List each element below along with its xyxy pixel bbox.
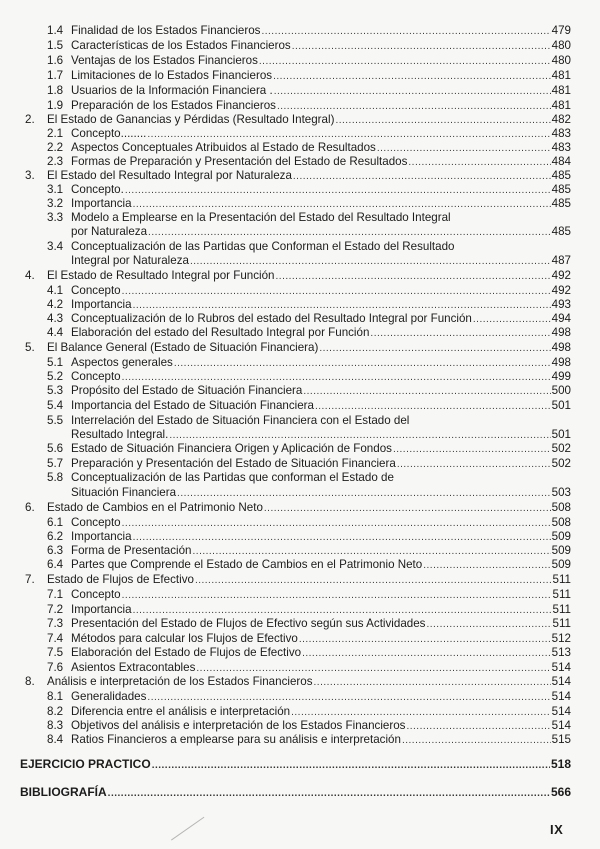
toc-entry (47, 442, 571, 456)
dot-leader (147, 128, 550, 141)
dot-leader (292, 40, 551, 53)
entry-number: 5.1 (47, 356, 64, 369)
toc-entry (47, 370, 571, 384)
entry-number: 2.2 (47, 141, 64, 154)
entry-title: Concepto (71, 284, 121, 297)
chapter-number: 8. (25, 675, 35, 688)
toc-entry (47, 530, 571, 544)
entry-page: 498 (551, 326, 571, 339)
entry-number: 6.3 (47, 544, 64, 557)
entry-title: por Naturaleza (71, 225, 148, 238)
toc-entry (47, 661, 571, 675)
dot-leader (125, 184, 551, 197)
toc-entry (47, 471, 571, 484)
toc-entry (47, 603, 571, 617)
entry-page: 514 (551, 661, 571, 674)
entry-page: 514 (551, 705, 571, 718)
entry-title: Generalidades (71, 690, 147, 703)
entry-number: 5.2 (47, 370, 64, 383)
chapter-number: 6. (25, 501, 35, 514)
dot-leader (177, 487, 551, 500)
toc-entry-continuation (47, 254, 571, 268)
entry-title: Estado de Situación Financiera Origen y Aplicación de Fondos (71, 442, 392, 455)
toc-entry (47, 99, 571, 113)
entry-title: Concepto (71, 588, 121, 601)
entry-title: Concepto (71, 370, 121, 383)
entry-page: 501 (551, 399, 571, 412)
dot-leader (423, 559, 550, 572)
toc-entry (47, 24, 571, 38)
toc-entry (47, 588, 571, 602)
entry-title: Modelo a Emplearse en la Presentación del Estado del Resultado Integral (71, 211, 451, 224)
dot-leader (193, 545, 551, 558)
entry-number: 1.8 (47, 84, 64, 97)
entry-title: Aspectos generales (71, 356, 173, 369)
entry-number: 4.2 (47, 298, 64, 311)
toc-entry (47, 705, 571, 719)
dot-leader (377, 142, 551, 155)
toc-entry (47, 414, 571, 427)
toc-section-exercise (20, 758, 571, 772)
toc-entry (47, 211, 571, 224)
dot-leader (370, 327, 550, 340)
toc-chapter (25, 341, 571, 355)
entry-number: 8.3 (47, 719, 64, 732)
entry-number: 3.1 (47, 183, 64, 196)
entry-title: Preparación de los Estados Financieros (71, 99, 276, 112)
toc-entry (47, 632, 571, 646)
entry-page: 485 (551, 197, 571, 210)
entry-number: 7.1 (47, 588, 64, 601)
entry-title: Concepto........ (71, 127, 147, 140)
entry-page: 502 (551, 442, 571, 455)
entry-page: 481 (551, 99, 571, 112)
entry-page: 513 (551, 646, 571, 659)
dot-leader (393, 443, 551, 456)
entry-page: 483 (551, 127, 571, 140)
entry-title: Preparación y Presentación del Estado de Situación Financiera (71, 457, 396, 470)
dot-leader (190, 255, 551, 268)
dot-leader (133, 198, 551, 211)
toc-entry (47, 312, 571, 326)
entry-number: 5.5 (47, 414, 64, 427)
entry-title: Usuarios de la Información Financiera . (71, 84, 273, 97)
chapter-title: Análisis e interpretación de los Estados Financieros (47, 675, 313, 688)
dot-leader (335, 114, 550, 127)
toc-entry-continuation (47, 486, 571, 500)
dot-leader (274, 85, 551, 98)
dot-leader (302, 647, 551, 660)
toc-section-bibliography (20, 786, 571, 800)
entry-title: Propósito del Estado de Situación Financiera (71, 384, 303, 397)
toc-entry (47, 719, 571, 733)
entry-page: 482 (551, 113, 571, 126)
entry-title: Resultado Integral. (71, 428, 169, 441)
entry-title: Situación Financiera (71, 486, 177, 499)
toc-chapter (25, 113, 571, 127)
entry-page: 514 (551, 675, 571, 688)
entry-number: 7.6 (47, 661, 64, 674)
entry-title: Importancia del Estado de Situación Financiera (71, 399, 314, 412)
dot-leader (426, 618, 551, 631)
toc-entry (47, 399, 571, 413)
chapter-title: El Estado de Ganancias y Pérdidas (Resultado Integral) (47, 113, 335, 126)
entry-title: Diferencia entre el análisis e interpretación (71, 705, 291, 718)
dot-leader (299, 633, 551, 646)
entry-title: Conceptualización de las Partidas que conforman el Estado de (71, 471, 394, 484)
toc-entry (47, 84, 571, 98)
toc-entry (47, 155, 571, 169)
chapter-number: 3. (25, 169, 35, 182)
toc-entry-continuation (47, 428, 571, 442)
dot-leader (169, 429, 550, 442)
toc-entry (47, 326, 571, 340)
toc-entry (47, 617, 571, 631)
entry-number: 1.5 (47, 39, 64, 52)
toc-entry (47, 197, 571, 211)
dot-leader (195, 574, 552, 587)
entry-page: 494 (551, 312, 571, 325)
entry-title: Métodos para calcular los Flujos de Efectivo (71, 632, 298, 645)
entry-number: 6.4 (47, 558, 64, 571)
entry-title: Objetivos del análisis e interpretación de los Estados Financieros (71, 719, 406, 732)
dot-leader (122, 517, 551, 530)
toc-entry (47, 646, 571, 660)
entry-page: 485 (551, 183, 571, 196)
entry-page: 514 (551, 719, 571, 732)
dot-leader (122, 285, 551, 298)
toc-chapter (25, 269, 571, 283)
pencil-mark (171, 817, 205, 842)
toc-chapter (25, 573, 571, 587)
chapter-number: 2. (25, 113, 35, 126)
entry-number: 6.2 (47, 530, 64, 543)
dot-leader (133, 531, 551, 544)
dot-leader (314, 676, 551, 689)
entry-page: 499 (551, 370, 571, 383)
dot-leader (148, 226, 551, 239)
entry-page: 485 (551, 169, 571, 182)
section-title: EJERCICIO PRACTICO (20, 757, 151, 771)
dot-leader (133, 604, 552, 617)
dot-leader (261, 25, 550, 38)
toc-entry (47, 54, 571, 68)
toc-chapter (25, 675, 571, 689)
entry-title: Elaboración del Estado de Flujos de Efectivo (71, 646, 302, 659)
entry-page: 481 (551, 69, 571, 82)
dot-leader (293, 170, 551, 183)
entry-number: 4.4 (47, 326, 64, 339)
entry-page: 501 (551, 428, 571, 441)
toc-entry (47, 39, 571, 53)
entry-page: 511 (552, 588, 571, 601)
entry-page: 508 (551, 516, 571, 529)
dot-leader (122, 371, 551, 384)
entry-title: Ratios Financieros a emplearse para su análisis e interpretación (71, 733, 401, 746)
entry-number: 7.5 (47, 646, 64, 659)
dot-leader (303, 385, 550, 398)
dot-leader (108, 787, 550, 800)
entry-title: Formas de Preparación y Presentación del Estado de Resultados (71, 155, 408, 168)
entry-number: 1.4 (47, 24, 64, 37)
toc-entry (47, 240, 571, 253)
toc-entry (47, 141, 571, 155)
entry-page: 498 (551, 356, 571, 369)
entry-page: 479 (551, 24, 571, 37)
dot-leader (259, 55, 551, 68)
dot-leader (196, 662, 550, 675)
dot-leader (402, 734, 551, 747)
entry-page: 492 (551, 269, 571, 282)
entry-number: 6.1 (47, 516, 64, 529)
entry-page: 480 (551, 39, 571, 52)
entry-page: 511 (552, 603, 571, 616)
dot-leader (397, 458, 551, 471)
entry-page: 484 (551, 155, 571, 168)
entry-title: Características de los Estados Financieros (71, 39, 291, 52)
entry-title: Concepto (71, 516, 121, 529)
entry-title: Conceptualización de lo Rubros del estado del Resultado Integral por Función (71, 312, 472, 325)
entry-number: 8.2 (47, 705, 64, 718)
entry-title: Limitaciones de lo Estados Financieros (71, 69, 273, 82)
dot-leader (264, 502, 551, 515)
entry-number: 4.1 (47, 284, 64, 297)
entry-title: Conceptualización de las Partidas que Conforman el Estado del Resultado (71, 240, 455, 253)
entry-title: Asientos Extracontables (71, 661, 196, 674)
dot-leader (147, 691, 550, 704)
toc-entry (47, 384, 571, 398)
entry-number: 1.9 (47, 99, 64, 112)
entry-page: 566 (550, 785, 571, 799)
page-number: IX (550, 822, 564, 837)
entry-title: Forma de Presentación (71, 544, 192, 557)
chapter-title: El Estado del Resultado Integral por Naturaleza (47, 169, 292, 182)
toc-entry (47, 558, 571, 572)
entry-page: 487 (551, 254, 571, 267)
entry-title: Importancia (71, 298, 132, 311)
entry-number: 8.1 (47, 690, 64, 703)
chapter-number: 5. (25, 341, 35, 354)
toc-entry-continuation (47, 225, 571, 239)
entry-title: Ventajas de los Estados Financieros (71, 54, 258, 67)
entry-number: 7.4 (47, 632, 64, 645)
section-title: BIBLIOGRAFÍA (20, 785, 107, 799)
entry-page: 485 (551, 225, 571, 238)
dot-leader (277, 100, 551, 113)
entry-number: 5.8 (47, 471, 64, 484)
entry-page: 503 (551, 486, 571, 499)
entry-page: 480 (551, 54, 571, 67)
entry-page: 518 (550, 757, 571, 771)
toc-entry (47, 733, 571, 747)
chapter-title: El Estado de Resultado Integral por Función (47, 269, 275, 282)
toc-entry (47, 69, 571, 83)
entry-number: 7.2 (47, 603, 64, 616)
entry-number: 3.4 (47, 240, 64, 253)
entry-title: Interrelación del Estado de Situación Financiera con el Estado del (71, 414, 410, 427)
entry-number: 5.3 (47, 384, 64, 397)
dot-leader (408, 156, 550, 169)
entry-page: 483 (551, 141, 571, 154)
entry-title: Concepto. (71, 183, 124, 196)
dot-leader (273, 70, 551, 83)
entry-number: 1.6 (47, 54, 64, 67)
entry-page: 492 (551, 284, 571, 297)
entry-page: 514 (551, 690, 571, 703)
entry-page: 509 (551, 530, 571, 543)
toc-entry (47, 284, 571, 298)
toc-entry (47, 298, 571, 312)
entry-number: 3.2 (47, 197, 64, 210)
dot-leader (291, 706, 551, 719)
toc-entry (47, 457, 571, 471)
chapter-number: 7. (25, 573, 35, 586)
chapter-title: Estado de Cambios en el Patrimonio Neto (47, 501, 263, 514)
entry-page: 481 (551, 84, 571, 97)
entry-number: 1.7 (47, 69, 64, 82)
entry-number: 5.4 (47, 399, 64, 412)
toc-entry (47, 356, 571, 370)
entry-number: 7.3 (47, 617, 64, 630)
chapter-number: 4. (25, 269, 35, 282)
chapter-title: Estado de Flujos de Efectivo (47, 573, 194, 586)
entry-page: 515 (551, 733, 571, 746)
toc-entry (47, 516, 571, 530)
entry-page: 511 (552, 617, 571, 630)
entry-page: 511 (552, 573, 571, 586)
entry-number: 4.3 (47, 312, 64, 325)
entry-number: 8.4 (47, 733, 64, 746)
entry-page: 502 (551, 457, 571, 470)
entry-page: 498 (551, 341, 571, 354)
entry-number: 5.7 (47, 457, 64, 470)
entry-number: 2.3 (47, 155, 64, 168)
entry-page: 509 (551, 544, 571, 557)
toc-chapter (25, 501, 571, 515)
dot-leader (133, 299, 551, 312)
toc-entry (47, 690, 571, 704)
entry-title: Aspectos Conceptuales Atribuidos al Estado de Resultados (71, 141, 376, 154)
entry-title: Importancia (71, 603, 132, 616)
dot-leader (276, 270, 551, 283)
dot-leader (122, 589, 552, 602)
entry-title: Elaboración del estado del Resultado Integral por Función (71, 326, 370, 339)
entry-number: 3.3 (47, 211, 64, 224)
entry-title: Integral por Naturaleza (71, 254, 189, 267)
toc-chapter (25, 169, 571, 183)
toc-entry (47, 127, 571, 141)
toc-entry (47, 544, 571, 558)
entry-page: 493 (551, 298, 571, 311)
entry-title: Partes que Comprende el Estado de Cambios en el Patrimonio Neto (71, 558, 423, 571)
entry-number: 5.6 (47, 442, 64, 455)
entry-page: 509 (551, 558, 571, 571)
entry-title: Finalidad de los Estados Financieros (71, 24, 261, 37)
entry-page: 508 (551, 501, 571, 514)
dot-leader (315, 400, 551, 413)
chapter-title: El Balance General (Estado de Situación Financiera) (47, 341, 319, 354)
entry-page: 512 (551, 632, 571, 645)
dot-leader (152, 759, 550, 772)
entry-title: Presentación del Estado de Flujos de Efectivo según sus Actividades (71, 617, 426, 630)
entry-title: Importancia (71, 197, 132, 210)
dot-leader (473, 313, 551, 326)
toc-entry (47, 183, 571, 197)
dot-leader (319, 342, 550, 355)
entry-page: 500 (551, 384, 571, 397)
dot-leader (174, 357, 551, 370)
entry-number: 2.1 (47, 127, 64, 140)
entry-title: Importancia (71, 530, 132, 543)
dot-leader (406, 720, 550, 733)
